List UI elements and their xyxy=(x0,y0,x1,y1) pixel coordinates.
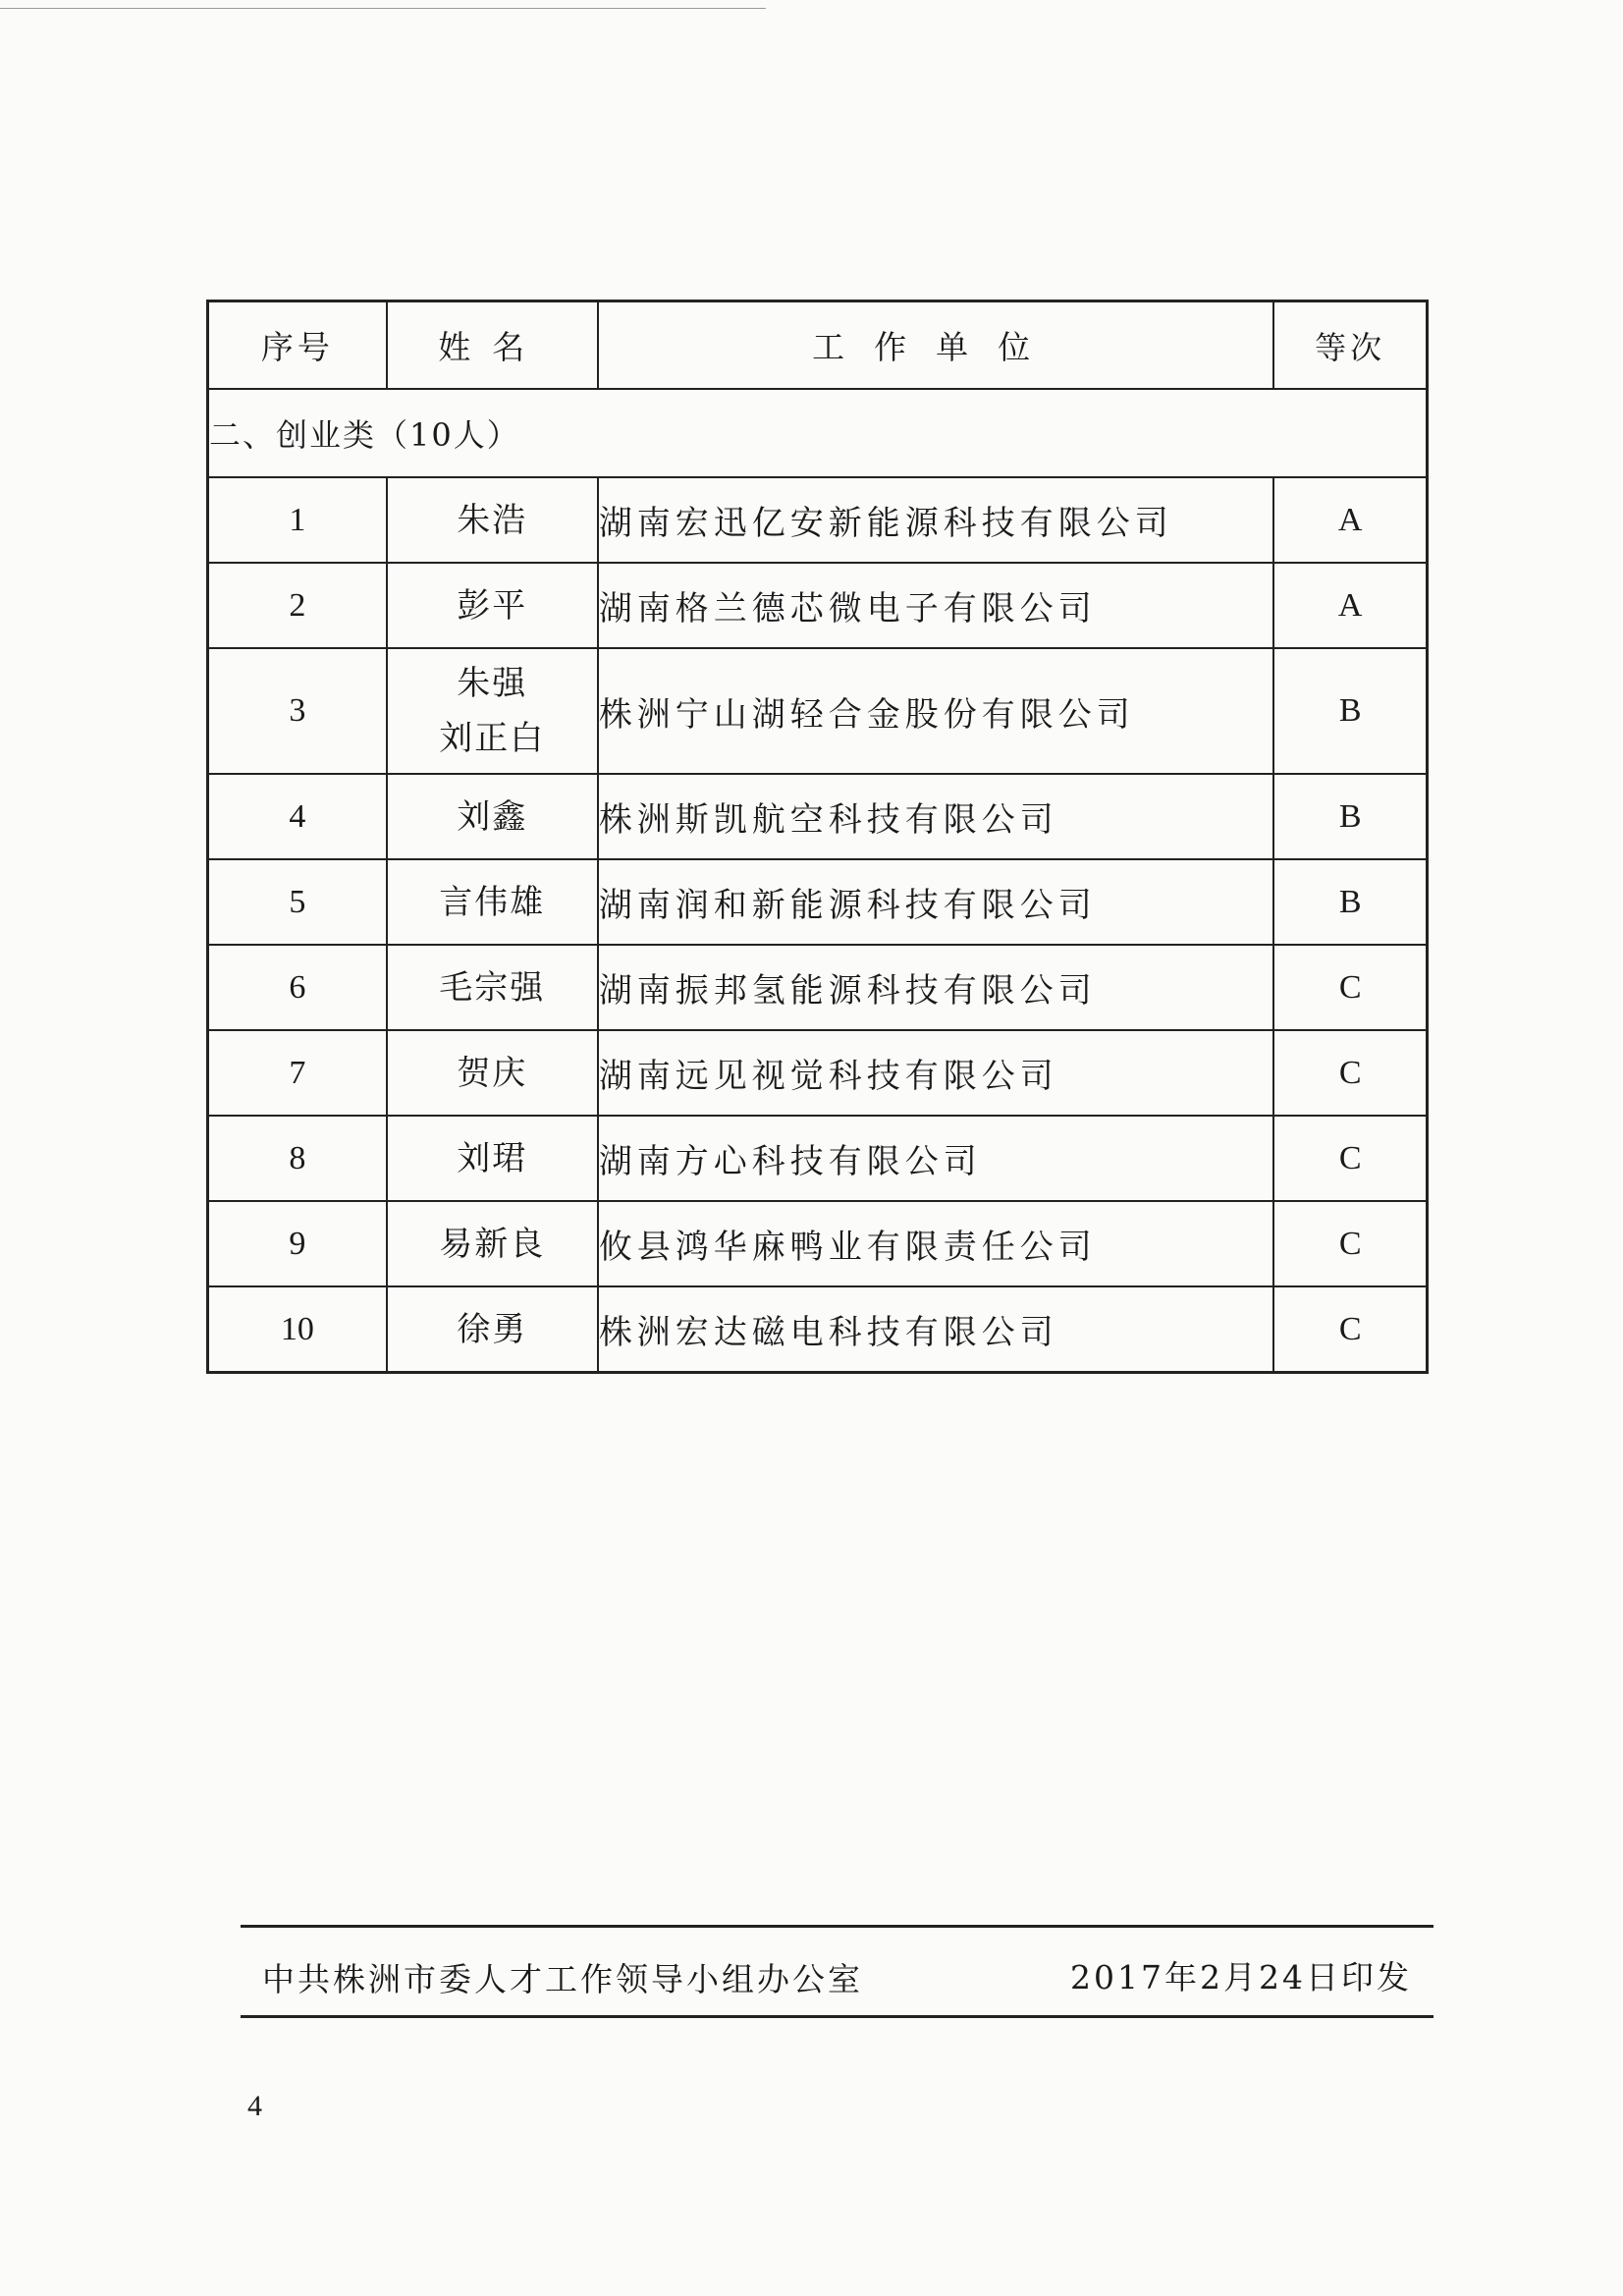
person-name: 易新良 xyxy=(439,1224,546,1264)
row-grade: A xyxy=(1273,477,1427,563)
header-serial-number: 序号 xyxy=(208,301,387,390)
row-work-unit: 湖南宏迅亿安新能源科技有限公司 xyxy=(598,477,1274,563)
row-work-unit: 湖南振邦氢能源科技有限公司 xyxy=(598,945,1274,1030)
person-name: 毛宗强 xyxy=(439,967,546,1008)
row-work-unit: 株洲宁山湖轻合金股份有限公司 xyxy=(598,648,1274,774)
row-grade: C xyxy=(1273,1201,1427,1286)
row-work-unit: 攸县鸿华麻鸭业有限责任公司 xyxy=(598,1201,1274,1286)
table-row xyxy=(208,477,1428,563)
row-serial-number: 5 xyxy=(208,859,387,945)
row-grade: B xyxy=(1273,774,1427,859)
row-names xyxy=(387,1030,598,1116)
row-serial-number: 1 xyxy=(208,477,387,563)
row-names xyxy=(387,563,598,648)
page-number: 4 xyxy=(247,2090,262,2122)
row-grade: C xyxy=(1273,1116,1427,1201)
footer-bottom-rule xyxy=(241,2015,1434,2018)
person-name: 刘正白 xyxy=(439,719,546,758)
person-name: 彭平 xyxy=(457,585,528,626)
header-work-unit: 工作单位 xyxy=(598,301,1274,390)
award-table-container xyxy=(206,300,1429,1374)
row-serial-number: 7 xyxy=(208,1030,387,1116)
table-header-row xyxy=(208,301,1428,390)
header-grade: 等次 xyxy=(1273,301,1427,390)
row-grade: A xyxy=(1273,563,1427,648)
row-grade: C xyxy=(1273,945,1427,1030)
row-serial-number: 9 xyxy=(208,1201,387,1286)
table-row xyxy=(208,648,1428,774)
person-name: 刘鑫 xyxy=(457,796,528,837)
row-work-unit: 株洲宏达磁电科技有限公司 xyxy=(598,1286,1274,1373)
row-work-unit: 湖南润和新能源科技有限公司 xyxy=(598,859,1274,945)
row-work-unit: 湖南远见视觉科技有限公司 xyxy=(598,1030,1274,1116)
table-row xyxy=(208,859,1428,945)
table-row xyxy=(208,774,1428,859)
footer-organization: 中共株洲市委人才工作领导小组办公室 xyxy=(262,1960,863,1998)
table-row xyxy=(208,563,1428,648)
section-row xyxy=(208,389,1428,477)
row-serial-number: 4 xyxy=(208,774,387,859)
row-serial-number: 3 xyxy=(208,648,387,774)
table-row xyxy=(208,1286,1428,1373)
table-row xyxy=(208,1201,1428,1286)
row-names xyxy=(387,859,598,945)
row-work-unit: 湖南格兰德芯微电子有限公司 xyxy=(598,563,1274,648)
row-work-unit: 湖南方心科技有限公司 xyxy=(598,1116,1274,1201)
table-row xyxy=(208,945,1428,1030)
row-names xyxy=(387,774,598,859)
award-table xyxy=(206,300,1429,1374)
row-serial-number: 8 xyxy=(208,1116,387,1201)
row-names xyxy=(387,648,598,774)
row-names xyxy=(387,1116,598,1201)
person-name: 朱浩 xyxy=(457,500,528,540)
person-name: 朱强 xyxy=(457,664,528,703)
row-grade: C xyxy=(1273,1030,1427,1116)
row-names xyxy=(387,945,598,1030)
top-edge-line xyxy=(0,8,766,9)
footer xyxy=(241,1925,1434,2018)
table-row xyxy=(208,1030,1428,1116)
row-names xyxy=(387,1201,598,1286)
table-row xyxy=(208,1116,1428,1201)
person-name: 徐勇 xyxy=(457,1309,528,1349)
person-name: 贺庆 xyxy=(457,1053,528,1093)
footer-issue-date: 2017年2月24日印发 xyxy=(1070,1958,1412,1996)
row-grade: C xyxy=(1273,1286,1427,1373)
row-work-unit: 株洲斯凯航空科技有限公司 xyxy=(598,774,1274,859)
footer-top-rule xyxy=(241,1925,1434,1928)
row-serial-number: 6 xyxy=(208,945,387,1030)
row-grade: B xyxy=(1273,648,1427,774)
person-name: 刘珺 xyxy=(457,1138,528,1178)
row-names xyxy=(387,477,598,563)
section-title: 二、创业类（10人） xyxy=(208,389,1428,477)
row-serial-number: 2 xyxy=(208,563,387,648)
header-name: 姓名 xyxy=(387,301,598,390)
row-names xyxy=(387,1286,598,1373)
row-grade: B xyxy=(1273,859,1427,945)
row-serial-number: 10 xyxy=(208,1286,387,1373)
person-name: 言伟雄 xyxy=(439,882,546,922)
